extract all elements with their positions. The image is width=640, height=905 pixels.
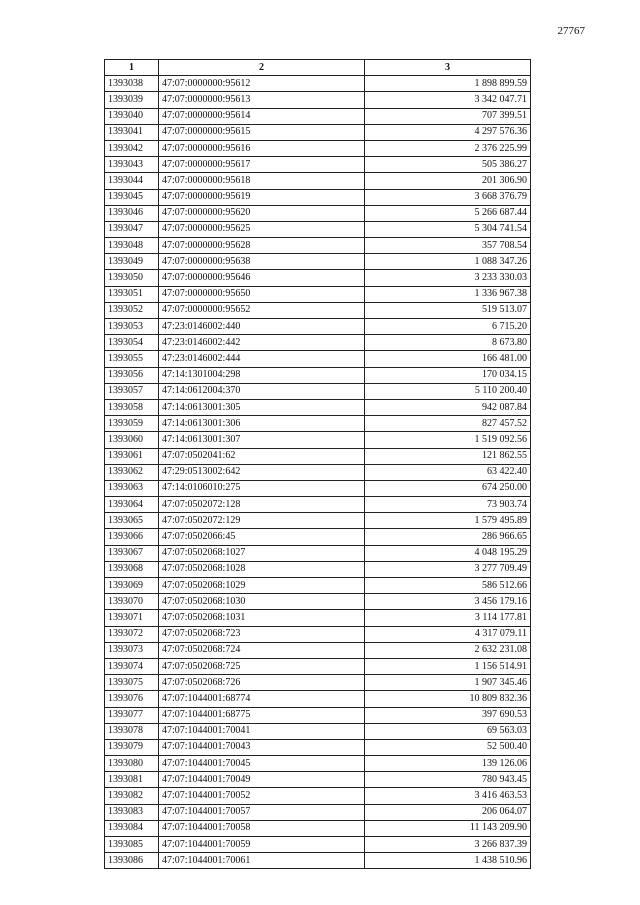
row-number: 1393081 [105,772,159,788]
cadastral-value: 1 336 967.38 [365,286,531,302]
cadastral-value: 1 907 345.46 [365,675,531,691]
cadastral-number: 47:14:0106010:275 [159,480,365,496]
cadastral-number: 47:07:0502068:1028 [159,561,365,577]
table-row [105,772,531,788]
cadastral-number: 47:07:0502041:62 [159,448,365,464]
table-row [105,108,531,124]
cadastral-number: 47:07:0502072:128 [159,497,365,513]
cadastral-value: 5 266 687.44 [365,205,531,221]
cadastral-number: 47:07:0502068:724 [159,642,365,658]
table-row [105,723,531,739]
cadastral-number: 47:07:0502072:129 [159,513,365,529]
row-number: 1393061 [105,448,159,464]
row-number: 1393039 [105,92,159,108]
cadastral-number: 47:07:0502068:1031 [159,610,365,626]
row-number: 1393072 [105,626,159,642]
table-row [105,675,531,691]
cadastral-value: 2 376 225.99 [365,140,531,156]
cadastral-number: 47:07:0000000:95618 [159,173,365,189]
table-row [105,578,531,594]
table-row [105,238,531,254]
cadastral-value: 11 143 209.90 [365,820,531,836]
table-row [105,448,531,464]
cadastral-number: 47:07:0000000:95650 [159,286,365,302]
cadastral-number: 47:07:0502068:1027 [159,545,365,561]
cadastral-number: 47:07:1044001:70059 [159,837,365,853]
row-number: 1393051 [105,286,159,302]
cadastral-number: 47:07:1044001:70041 [159,723,365,739]
cadastral-number: 47:07:0502068:1029 [159,578,365,594]
row-number: 1393053 [105,319,159,335]
row-number: 1393041 [105,124,159,140]
cadastral-number: 47:07:0502068:726 [159,675,365,691]
cadastral-number: 47:07:1044001:70058 [159,820,365,836]
cadastral-number: 47:07:0000000:95620 [159,205,365,221]
cadastral-number: 47:07:0000000:95646 [159,270,365,286]
table-row [105,432,531,448]
cadastral-number: 47:07:1044001:70045 [159,756,365,772]
row-number: 1393055 [105,351,159,367]
cadastral-value-table [104,59,531,869]
cadastral-value: 1 088 347.26 [365,254,531,270]
cadastral-number: 47:07:0000000:95613 [159,92,365,108]
cadastral-number: 47:07:0000000:95619 [159,189,365,205]
cadastral-number: 47:07:0502068:1030 [159,594,365,610]
cadastral-number: 47:14:0612004:370 [159,383,365,399]
cadastral-value: 286 966.65 [365,529,531,545]
cadastral-value: 357 708.54 [365,238,531,254]
row-number: 1393047 [105,221,159,237]
column-header-1: 1 [105,60,159,76]
table-row [105,594,531,610]
table-row [105,254,531,270]
cadastral-number: 47:07:0000000:95612 [159,76,365,92]
table-row [105,351,531,367]
cadastral-number: 47:07:0000000:95625 [159,221,365,237]
cadastral-number: 47:14:0613001:305 [159,399,365,415]
row-number: 1393060 [105,432,159,448]
table-row [105,464,531,480]
cadastral-value: 5 304 741.54 [365,221,531,237]
table-row [105,626,531,642]
table-row [105,319,531,335]
cadastral-value: 201 306.90 [365,173,531,189]
table-row [105,513,531,529]
cadastral-value: 827 457.52 [365,416,531,432]
cadastral-number: 47:07:0000000:95615 [159,124,365,140]
cadastral-value: 52 500.40 [365,739,531,755]
cadastral-value: 2 632 231.08 [365,642,531,658]
table-row [105,837,531,853]
cadastral-number: 47:07:0000000:95614 [159,108,365,124]
cadastral-number: 47:14:1301004:298 [159,367,365,383]
table-row [105,480,531,496]
row-number: 1393064 [105,497,159,513]
table-row [105,205,531,221]
table-row [105,788,531,804]
row-number: 1393040 [105,108,159,124]
cadastral-number: 47:07:1044001:70061 [159,853,365,869]
cadastral-number: 47:07:1044001:70052 [159,788,365,804]
cadastral-number: 47:14:0613001:307 [159,432,365,448]
table-row [105,804,531,820]
table-row [105,497,531,513]
cadastral-value: 4 297 576.36 [365,124,531,140]
cadastral-value: 3 342 047.71 [365,92,531,108]
table-row [105,221,531,237]
cadastral-value: 1 579 495.89 [365,513,531,529]
cadastral-value: 586 512.66 [365,578,531,594]
cadastral-value: 4 048 195.29 [365,545,531,561]
cadastral-value: 707 399.51 [365,108,531,124]
table-row [105,756,531,772]
column-header-3: 3 [365,60,531,76]
cadastral-number: 47:29:0513002:642 [159,464,365,480]
cadastral-value: 505 386.27 [365,157,531,173]
row-number: 1393078 [105,723,159,739]
row-number: 1393083 [105,804,159,820]
cadastral-value: 3 233 330.03 [365,270,531,286]
row-number: 1393058 [105,399,159,415]
row-number: 1393074 [105,658,159,674]
table-header-row [105,60,531,76]
cadastral-value: 3 416 463.53 [365,788,531,804]
cadastral-number: 47:07:0000000:95617 [159,157,365,173]
row-number: 1393050 [105,270,159,286]
cadastral-value: 780 943.45 [365,772,531,788]
row-number: 1393054 [105,335,159,351]
table-row [105,157,531,173]
row-number: 1393052 [105,302,159,318]
cadastral-value: 1 438 510.96 [365,853,531,869]
row-number: 1393048 [105,238,159,254]
row-number: 1393038 [105,76,159,92]
table-row [105,335,531,351]
table-row [105,124,531,140]
cadastral-number: 47:07:1044001:70057 [159,804,365,820]
table-row [105,399,531,415]
table-row [105,367,531,383]
row-number: 1393057 [105,383,159,399]
row-number: 1393082 [105,788,159,804]
cadastral-number: 47:07:0502068:723 [159,626,365,642]
column-header-2: 2 [159,60,365,76]
cadastral-number: 47:07:1044001:70043 [159,739,365,755]
row-number: 1393045 [105,189,159,205]
cadastral-value: 8 673.80 [365,335,531,351]
table-row [105,820,531,836]
cadastral-value: 519 513.07 [365,302,531,318]
cadastral-value: 139 126.06 [365,756,531,772]
row-number: 1393086 [105,853,159,869]
cadastral-value: 3 277 709.49 [365,561,531,577]
table-row [105,707,531,723]
cadastral-value: 1 898 899.59 [365,76,531,92]
cadastral-value: 942 087.84 [365,399,531,415]
table-row [105,691,531,707]
row-number: 1393046 [105,205,159,221]
cadastral-value: 69 563.03 [365,723,531,739]
cadastral-value: 121 862.55 [365,448,531,464]
cadastral-value: 1 156 514.91 [365,658,531,674]
cadastral-number: 47:07:0000000:95638 [159,254,365,270]
table-row [105,529,531,545]
cadastral-value: 3 456 179.16 [365,594,531,610]
cadastral-value: 3 114 177.81 [365,610,531,626]
row-number: 1393084 [105,820,159,836]
cadastral-value: 1 519 092.56 [365,432,531,448]
table-row [105,302,531,318]
cadastral-number: 47:23:0146002:444 [159,351,365,367]
table-row [105,416,531,432]
row-number: 1393066 [105,529,159,545]
cadastral-value: 674 250.00 [365,480,531,496]
row-number: 1393067 [105,545,159,561]
cadastral-value: 3 266 837.39 [365,837,531,853]
row-number: 1393069 [105,578,159,594]
cadastral-value: 397 690.53 [365,707,531,723]
row-number: 1393076 [105,691,159,707]
row-number: 1393068 [105,561,159,577]
table-row [105,545,531,561]
cadastral-value: 5 110 200.40 [365,383,531,399]
row-number: 1393075 [105,675,159,691]
cadastral-number: 47:23:0146002:442 [159,335,365,351]
table-row [105,76,531,92]
cadastral-number: 47:23:0146002:440 [159,319,365,335]
row-number: 1393085 [105,837,159,853]
cadastral-value: 6 715.20 [365,319,531,335]
row-number: 1393071 [105,610,159,626]
cadastral-value: 73 903.74 [365,497,531,513]
row-number: 1393056 [105,367,159,383]
row-number: 1393079 [105,739,159,755]
cadastral-number: 47:14:0613001:306 [159,416,365,432]
table-row [105,173,531,189]
row-number: 1393059 [105,416,159,432]
cadastral-number: 47:07:0502066:45 [159,529,365,545]
row-number: 1393070 [105,594,159,610]
page-number: 27767 [557,25,585,37]
table-row [105,92,531,108]
table-row [105,286,531,302]
row-number: 1393077 [105,707,159,723]
cadastral-value: 170 034.15 [365,367,531,383]
table-body [105,76,531,869]
cadastral-value: 63 422.40 [365,464,531,480]
table-row [105,739,531,755]
row-number: 1393049 [105,254,159,270]
row-number: 1393042 [105,140,159,156]
cadastral-number: 47:07:0000000:95652 [159,302,365,318]
row-number: 1393062 [105,464,159,480]
row-number: 1393065 [105,513,159,529]
cadastral-value: 4 317 079.11 [365,626,531,642]
row-number: 1393073 [105,642,159,658]
cadastral-number: 47:07:0000000:95616 [159,140,365,156]
table-row [105,853,531,869]
table-row [105,610,531,626]
table-row [105,270,531,286]
cadastral-number: 47:07:0000000:95628 [159,238,365,254]
row-number: 1393063 [105,480,159,496]
table-row [105,642,531,658]
row-number: 1393043 [105,157,159,173]
cadastral-value: 10 809 832.36 [365,691,531,707]
cadastral-value: 166 481.00 [365,351,531,367]
cadastral-number: 47:07:0502068:725 [159,658,365,674]
table-row [105,189,531,205]
cadastral-value: 3 668 376.79 [365,189,531,205]
table-row [105,561,531,577]
row-number: 1393080 [105,756,159,772]
cadastral-number: 47:07:1044001:68774 [159,691,365,707]
table-row [105,383,531,399]
table-row [105,658,531,674]
cadastral-value: 206 064.07 [365,804,531,820]
table-row [105,140,531,156]
cadastral-number: 47:07:1044001:68775 [159,707,365,723]
cadastral-number: 47:07:1044001:70049 [159,772,365,788]
row-number: 1393044 [105,173,159,189]
